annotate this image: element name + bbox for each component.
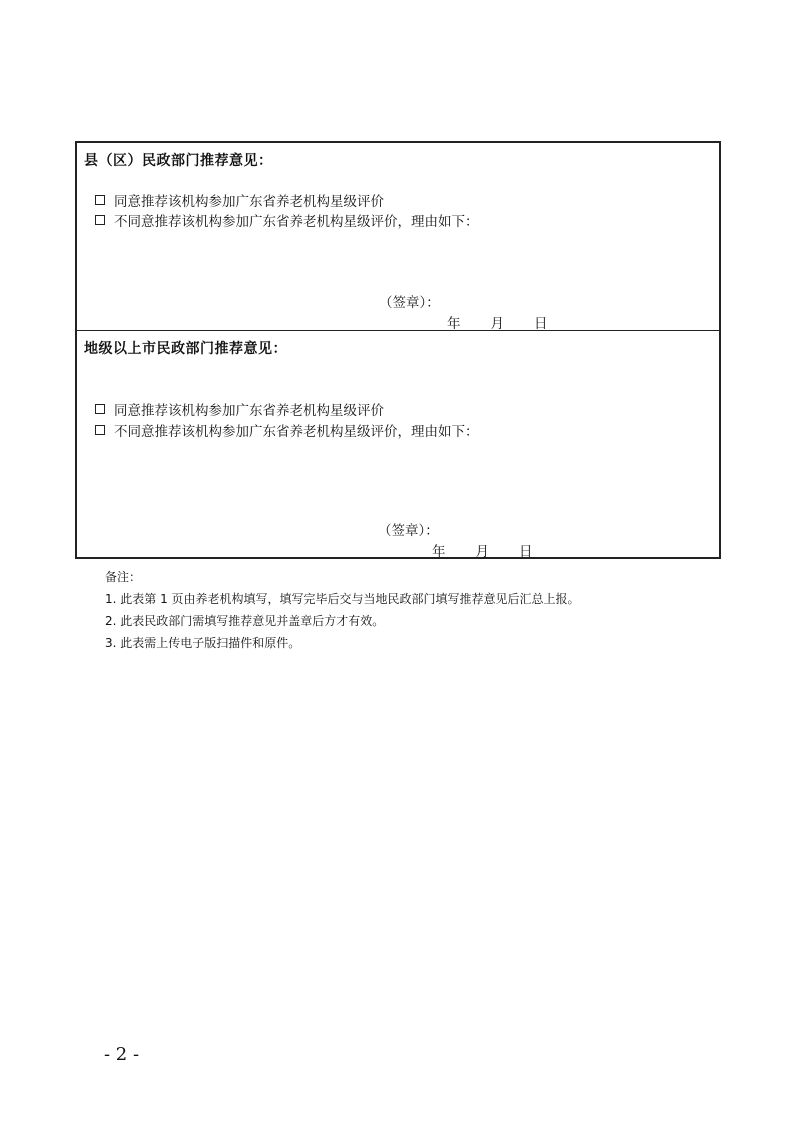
- city-agree-checkbox[interactable]: [95, 404, 105, 414]
- county-agree-checkbox[interactable]: [95, 195, 105, 205]
- county-seal-label: （签章）：: [379, 295, 440, 311]
- county-agree-option[interactable]: [95, 190, 384, 210]
- city-opinion-title: 地级以上市民政部门推荐意见：: [84, 341, 287, 357]
- city-opinion-section: [77, 331, 719, 560]
- page-number: - 2 -: [104, 1044, 140, 1065]
- city-date: [432, 540, 533, 560]
- city-agree-option[interactable]: [95, 399, 384, 419]
- notes-block: [105, 566, 580, 654]
- county-disagree-checkbox[interactable]: [95, 215, 105, 225]
- county-disagree-option[interactable]: [95, 210, 479, 230]
- county-agree-label: 同意推荐该机构参加广东省养老机构星级评价: [114, 194, 384, 210]
- county-date-year: 年: [447, 316, 461, 332]
- notes-heading: 备注：: [105, 570, 142, 584]
- city-date-day: 日: [519, 544, 533, 560]
- city-date-year: 年: [432, 544, 446, 560]
- county-date: [447, 312, 548, 332]
- city-disagree-option[interactable]: [95, 420, 479, 440]
- city-seal-label: （签章）：: [378, 523, 439, 539]
- city-disagree-checkbox[interactable]: [95, 425, 105, 435]
- county-disagree-label: 不同意推荐该机构参加广东省养老机构星级评价，理由如下：: [114, 214, 479, 230]
- recommendation-form-table: [75, 141, 721, 559]
- city-date-month: 月: [475, 544, 489, 560]
- note-item: 1. 此表第 1 页由养老机构填写，填写完毕后交与当地民政部门填写推荐意见后汇总上报。: [105, 592, 580, 606]
- county-opinion-section: [77, 143, 719, 331]
- county-date-month: 月: [490, 316, 504, 332]
- county-opinion-title: 县（区）民政部门推荐意见：: [84, 153, 273, 169]
- county-date-day: 日: [534, 316, 548, 332]
- city-disagree-label: 不同意推荐该机构参加广东省养老机构星级评价，理由如下：: [114, 424, 479, 440]
- city-agree-label: 同意推荐该机构参加广东省养老机构星级评价: [114, 403, 384, 419]
- note-item: 2. 此表民政部门需填写推荐意见并盖章后方才有效。: [105, 614, 385, 628]
- note-item: 3. 此表需上传电子版扫描件和原件。: [105, 636, 301, 650]
